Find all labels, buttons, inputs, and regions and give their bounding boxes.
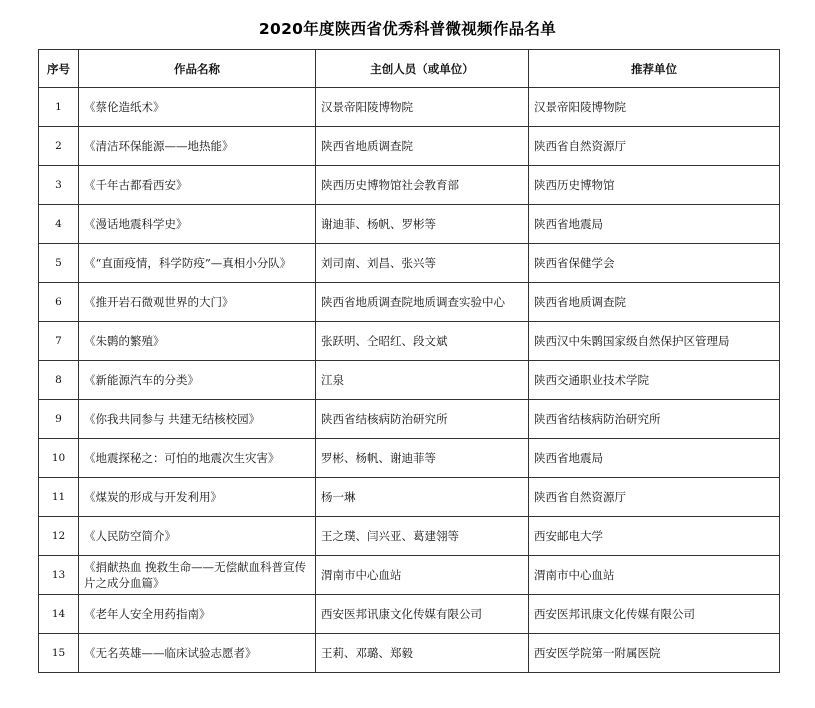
cell-recommending-unit: 陕西省地质调查院 — [529, 283, 780, 322]
cell-serial-number: 15 — [39, 634, 79, 673]
header-recommending-unit: 推荐单位 — [529, 50, 780, 88]
cell-serial-number: 5 — [39, 244, 79, 283]
cell-serial-number: 7 — [39, 322, 79, 361]
table-header-row — [39, 50, 780, 88]
cell-creator: 王莉、邓璐、郑毅 — [316, 634, 529, 673]
header-creator: 主创人员（或单位） — [316, 50, 529, 88]
cell-creator: 陕西省结核病防治研究所 — [316, 400, 529, 439]
cell-work-title: 《老年人安全用药指南》 — [79, 595, 316, 634]
cell-serial-number: 12 — [39, 517, 79, 556]
cell-serial-number: 9 — [39, 400, 79, 439]
table-row — [39, 556, 780, 595]
table-row — [39, 244, 780, 283]
cell-recommending-unit: 陕西省地震局 — [529, 439, 780, 478]
cell-serial-number: 14 — [39, 595, 79, 634]
cell-recommending-unit: 陕西省保健学会 — [529, 244, 780, 283]
cell-creator: 刘司南、刘昌、张兴等 — [316, 244, 529, 283]
cell-serial-number: 11 — [39, 478, 79, 517]
cell-work-title: 《人民防空简介》 — [79, 517, 316, 556]
cell-work-title: 《漫话地震科学史》 — [79, 205, 316, 244]
cell-serial-number: 10 — [39, 439, 79, 478]
cell-serial-number: 8 — [39, 361, 79, 400]
cell-creator: 汉景帝阳陵博物院 — [316, 88, 529, 127]
award-list-table — [38, 49, 780, 673]
table-row — [39, 400, 780, 439]
cell-creator: 西安医邦讯康文化传媒有限公司 — [316, 595, 529, 634]
cell-recommending-unit: 西安医邦讯康文化传媒有限公司 — [529, 595, 780, 634]
cell-work-title: 《推开岩石微观世界的大门》 — [79, 283, 316, 322]
cell-recommending-unit: 陕西交通职业技术学院 — [529, 361, 780, 400]
cell-creator: 张跃明、仝昭红、段文斌 — [316, 322, 529, 361]
cell-creator: 陕西历史博物馆社会教育部 — [316, 166, 529, 205]
cell-recommending-unit: 汉景帝阳陵博物院 — [529, 88, 780, 127]
table-row — [39, 634, 780, 673]
cell-work-title: 《你我共同参与 共建无结核校园》 — [79, 400, 316, 439]
cell-creator: 江泉 — [316, 361, 529, 400]
table-row — [39, 127, 780, 166]
cell-creator: 渭南市中心血站 — [316, 556, 529, 595]
table-row — [39, 205, 780, 244]
cell-serial-number: 2 — [39, 127, 79, 166]
cell-work-title: 《无名英雄——临床试验志愿者》 — [79, 634, 316, 673]
cell-creator: 王之璞、闫兴亚、葛建翎等 — [316, 517, 529, 556]
cell-creator: 陕西省地质调查院地质调查实验中心 — [316, 283, 529, 322]
cell-recommending-unit: 渭南市中心血站 — [529, 556, 780, 595]
cell-recommending-unit: 陕西历史博物馆 — [529, 166, 780, 205]
cell-serial-number: 6 — [39, 283, 79, 322]
table-row — [39, 517, 780, 556]
table-row — [39, 283, 780, 322]
cell-work-title: 《新能源汽车的分类》 — [79, 361, 316, 400]
cell-recommending-unit: 西安医学院第一附属医院 — [529, 634, 780, 673]
page-title: 2020年度陕西省优秀科普微视频作品名单 — [258, 20, 557, 38]
table-row — [39, 478, 780, 517]
table-row — [39, 595, 780, 634]
cell-recommending-unit: 陕西省结核病防治研究所 — [529, 400, 780, 439]
table-body — [39, 88, 780, 673]
cell-work-title: 《朱鹮的繁殖》 — [79, 322, 316, 361]
table-header — [39, 50, 780, 88]
cell-serial-number: 13 — [39, 556, 79, 595]
cell-recommending-unit: 陕西省自然资源厅 — [529, 478, 780, 517]
table-row — [39, 361, 780, 400]
cell-work-title: 《地震探秘之：可怕的地震次生灾害》 — [79, 439, 316, 478]
cell-work-title: 《“直面疫情，科学防疫”—真相小分队》 — [79, 244, 316, 283]
cell-work-title: 《蔡伦造纸术》 — [79, 88, 316, 127]
cell-serial-number: 4 — [39, 205, 79, 244]
table-row — [39, 322, 780, 361]
cell-work-title: 《千年古都看西安》 — [79, 166, 316, 205]
cell-serial-number: 1 — [39, 88, 79, 127]
cell-recommending-unit: 西安邮电大学 — [529, 517, 780, 556]
header-serial-number: 序号 — [39, 50, 79, 88]
cell-serial-number: 3 — [39, 166, 79, 205]
cell-creator: 谢迪菲、杨帆、罗彬等 — [316, 205, 529, 244]
cell-recommending-unit: 陕西省地震局 — [529, 205, 780, 244]
table-row — [39, 88, 780, 127]
table-row — [39, 439, 780, 478]
table-row — [39, 166, 780, 205]
cell-work-title: 《捐献热血 挽救生命——无偿献血科普宣传片之成分血篇》 — [79, 556, 316, 595]
cell-creator: 杨一琳 — [316, 478, 529, 517]
cell-work-title: 《煤炭的形成与开发利用》 — [79, 478, 316, 517]
cell-creator: 罗彬、杨帆、谢迪菲等 — [316, 439, 529, 478]
cell-creator: 陕西省地质调查院 — [316, 127, 529, 166]
cell-recommending-unit: 陕西省自然资源厅 — [529, 127, 780, 166]
header-work-title: 作品名称 — [79, 50, 316, 88]
cell-recommending-unit: 陕西汉中朱鹮国家级自然保护区管理局 — [529, 322, 780, 361]
cell-work-title: 《清洁环保能源——地热能》 — [79, 127, 316, 166]
